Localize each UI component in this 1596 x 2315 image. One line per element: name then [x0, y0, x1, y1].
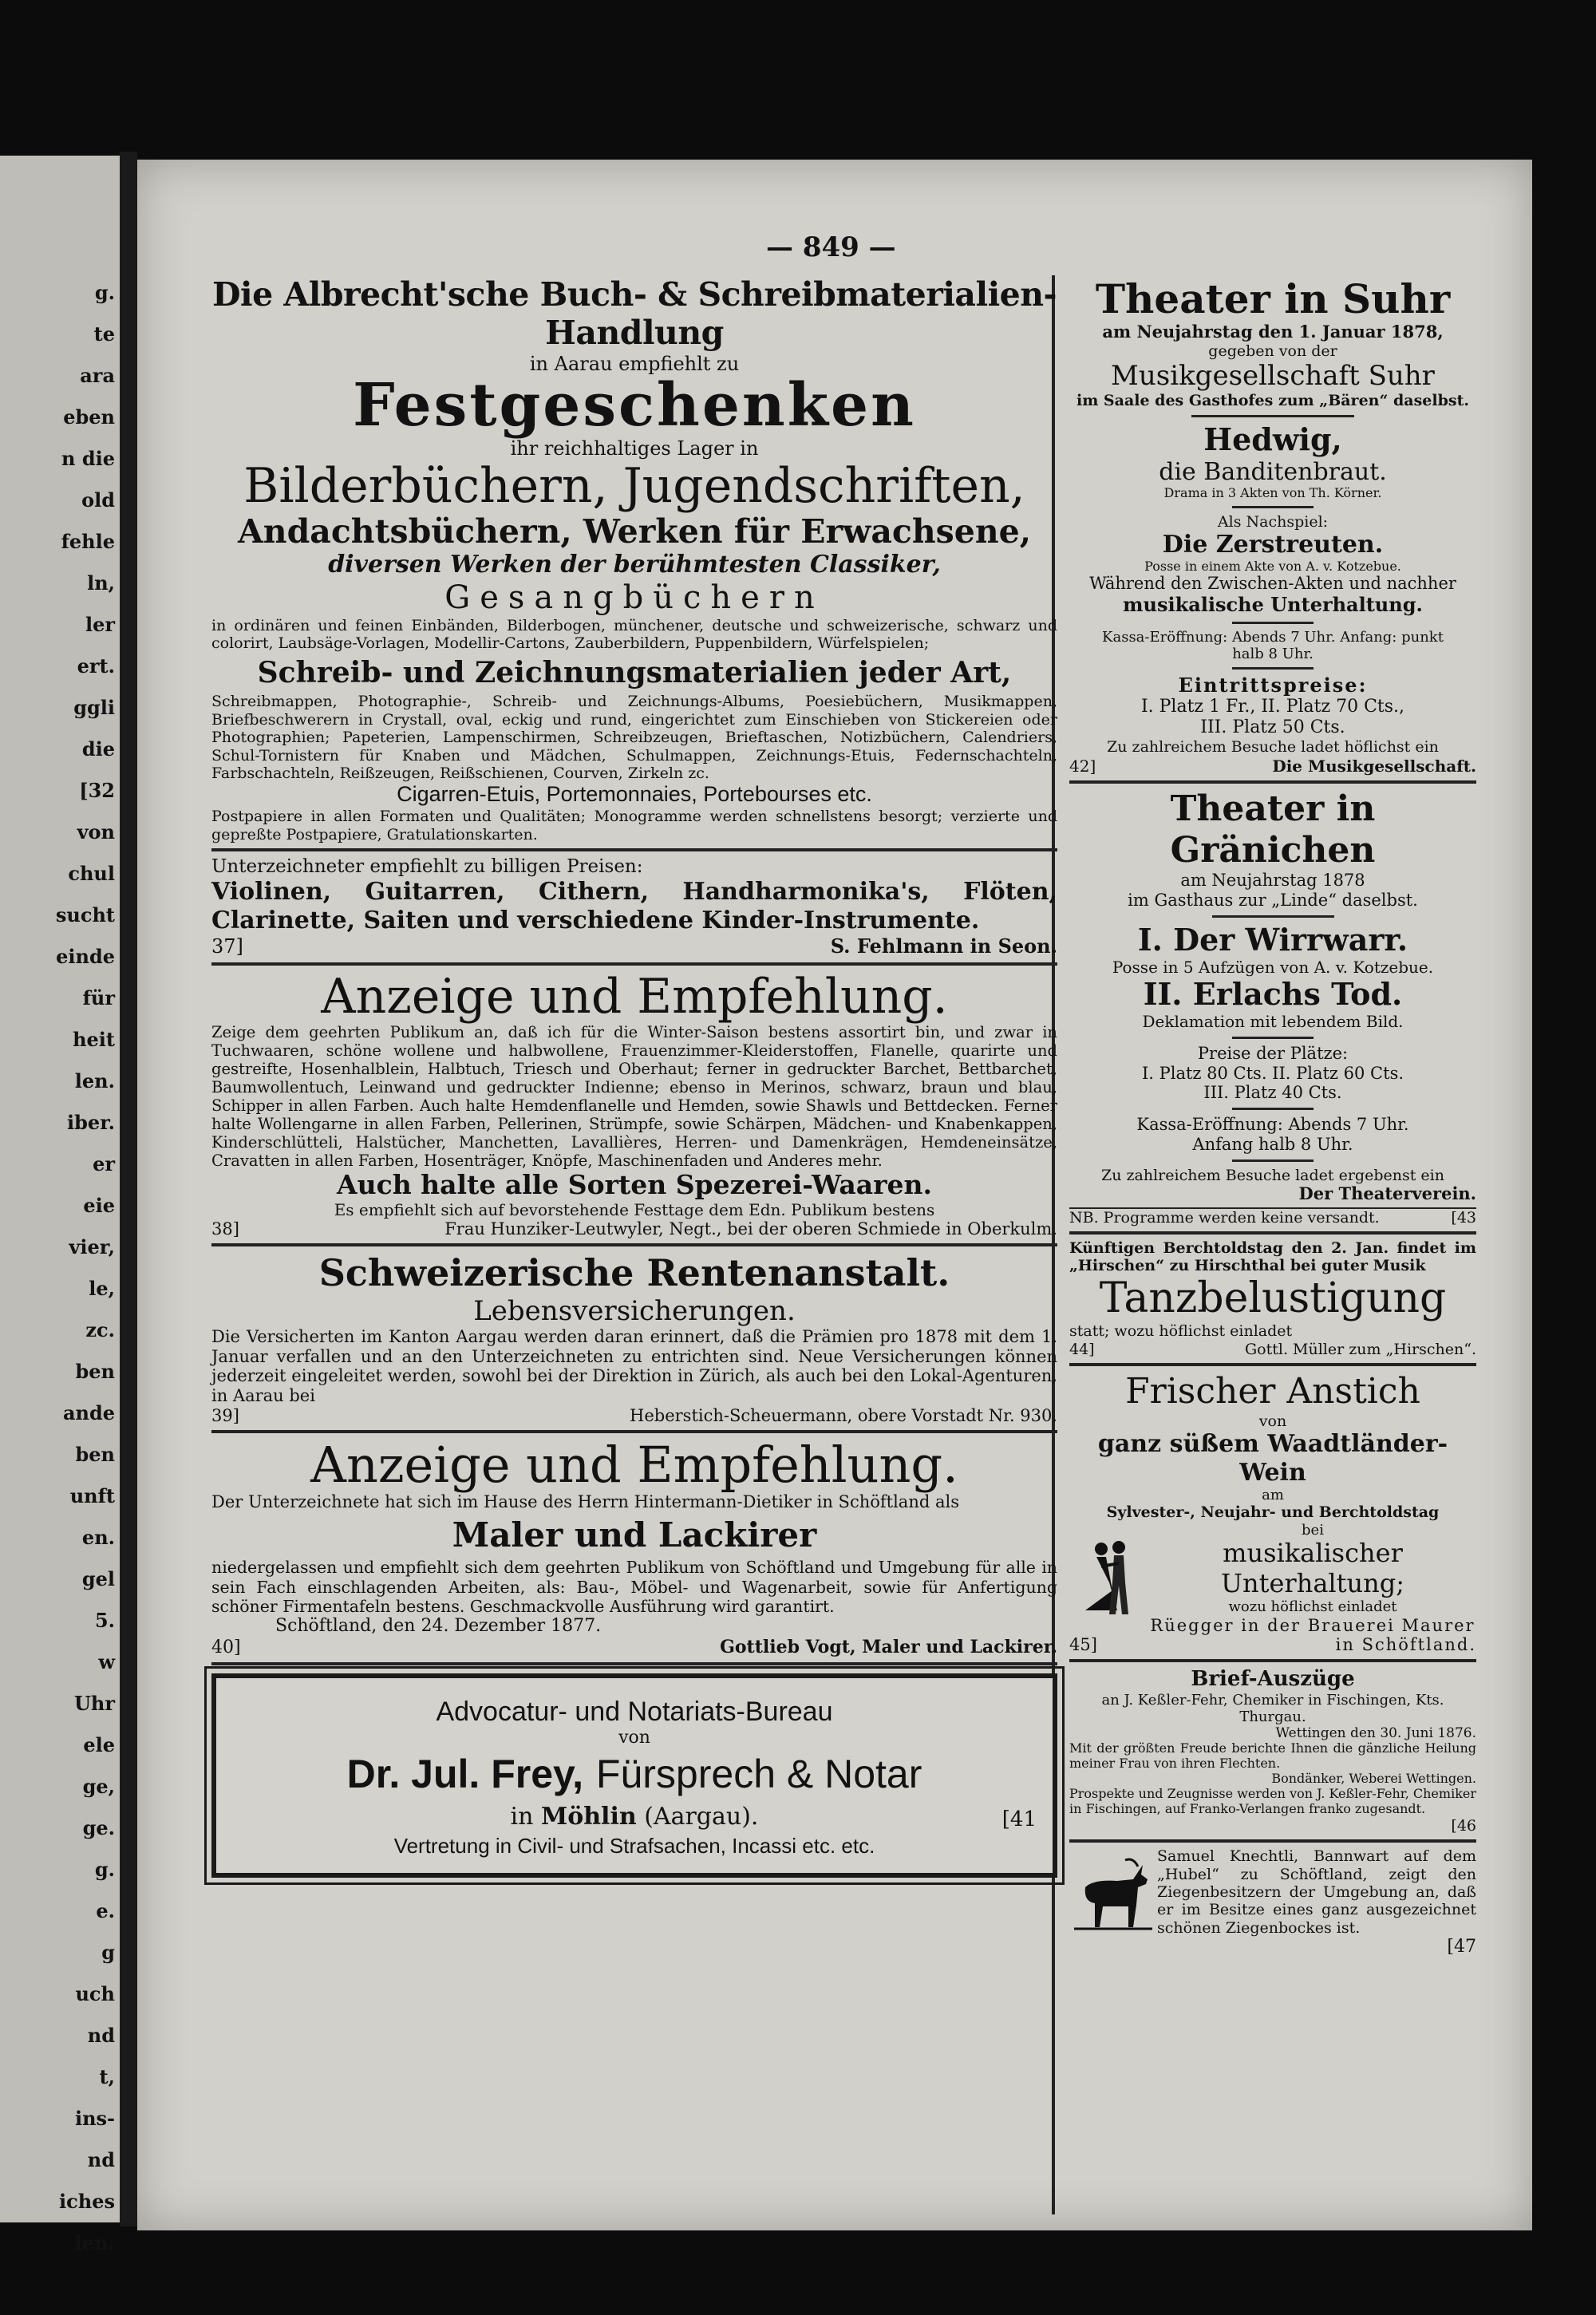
left-page-fragment: für — [82, 986, 115, 1009]
suhr-venue: im Saale des Gasthofes zum „Bären“ daselbst. — [1076, 392, 1469, 410]
albrecht-big1: Bilderbüchern, Jugendschriften, — [243, 458, 1025, 515]
left-page-fragment: ins- — [74, 2107, 115, 2130]
left-page-fragment: ler — [85, 613, 115, 636]
frey-place: Möhlin — [541, 1802, 637, 1831]
left-page-fragment: ln, — [87, 571, 115, 595]
frey-title: Fürsprech & Notar — [595, 1751, 922, 1796]
suhr-invite: Zu zahlreichem Besuche ladet höflichst ein — [1107, 738, 1439, 757]
anstich-am: am — [1262, 1486, 1284, 1503]
left-page-fragment: le, — [89, 1277, 115, 1300]
kessler-sig: Bondänker, Weberei Wettingen. — [1271, 1771, 1476, 1787]
left-page-fragment: ben — [75, 1443, 115, 1466]
suhr-prices-label: Eintrittspreise: — [1178, 674, 1368, 697]
anzeige2-trade: Maler und Lackirer — [452, 1515, 817, 1555]
divider — [1069, 1363, 1476, 1366]
albrecht-line4: ihr reichhaltiges Lager in — [510, 437, 759, 460]
left-page-fragment: eie — [83, 1194, 115, 1217]
suhr-interlude: Während den Zwischen-Akten und nachher — [1089, 574, 1456, 594]
divider — [1232, 622, 1314, 624]
left-page-fragment: g — [101, 1941, 115, 1964]
albrecht-big2: Andachtsbüchern, Werken für Erwachsene, — [237, 512, 1032, 551]
frey-line2: von — [618, 1728, 650, 1748]
tanz-signature: Gottl. Müller zum „Hirschen“. — [1245, 1340, 1476, 1358]
fehlmann-signature: S. Fehlmann in Seon. — [830, 934, 1057, 958]
left-page-fragment: ggli — [73, 696, 115, 719]
albrecht-para1: in ordinären und feinen Einbänden, Bilderbogen, münchener, deutsche und schweizerische, schwarz und colorirt, Laubsäge-Vorlagen, Modellir-Cartons, Zauberbildern, Puppenbildern, Würfelspielen; — [211, 617, 1057, 653]
ad-number: 44] — [1069, 1340, 1095, 1358]
ad-number: [41 — [1001, 1807, 1037, 1831]
divider — [1069, 1839, 1476, 1843]
divider — [211, 848, 1057, 851]
graenichen-venue: im Gasthaus zur „Linde“ daselbst. — [1128, 891, 1418, 911]
divider — [211, 1662, 1057, 1665]
frey-place-in: in — [510, 1802, 534, 1831]
graenichen-play1-desc: Posse in 5 Aufzügen von A. v. Kotzebue. — [1112, 957, 1434, 977]
tanz-ad — [1069, 1239, 1476, 1358]
left-page-edge — [0, 156, 123, 2254]
anstich-wine: ganz süßem Waadtländer-Wein — [1097, 1430, 1448, 1487]
renten-title: Schweizerische Rentenanstalt. — [318, 1251, 950, 1295]
left-page-fragment: unft — [69, 1484, 115, 1507]
left-page-fragment: einde — [56, 945, 115, 968]
dancing-couple-icon — [1069, 1535, 1149, 1622]
divider — [1232, 506, 1314, 508]
left-page-fragment: w — [98, 1650, 115, 1673]
fehlmann-ad — [211, 856, 1057, 958]
divider — [211, 1430, 1057, 1433]
divider — [1232, 1037, 1314, 1039]
knechtli-body: Samuel Knechtli, Bannwart auf dem „Hubel“ zu Schöftland, zeigt den Ziegenbesitzern der Umgebung an, daß er im Besitze eines ganz ausgezeichnet schönen Ziegenbockes ist. — [1157, 1847, 1476, 1937]
divider — [1232, 667, 1314, 670]
albrecht-para3: Postpapiere in allen Formaten und Qualitäten; Monogramme werden schnellstens besorgt; verzierte und gepreßte Postpapiere, Gratulationskarten. — [211, 808, 1057, 843]
left-page-fragment: gel — [81, 1567, 115, 1590]
kessler-ad — [1069, 1667, 1476, 1835]
right-column — [1069, 275, 1476, 1957]
tanz-intro: Künftigen Berchtoldstag den 2. Jan. findet im „Hirschen“ zu Hirschthal bei guter Musik — [1069, 1238, 1476, 1275]
left-page-fragment: e. — [96, 1899, 115, 1922]
left-page-fragment: ben — [75, 1360, 115, 1383]
goat-icon — [1069, 1855, 1157, 1935]
left-page-fragment: ge, — [82, 1775, 115, 1798]
divider — [1069, 1231, 1476, 1235]
albrecht-sub: Schreib- und Zeichnungsmaterialien jeder Art, — [257, 655, 1012, 689]
frey-line1: Advocatur- und Notariats-Bureau — [436, 1696, 833, 1727]
tanz-invite: statt; wozu höflichst einladet — [1069, 1322, 1293, 1341]
anstich-days: Sylvester-, Neujahr- und Berchtoldstag — [1106, 1503, 1440, 1522]
left-page-fragment: ele — [83, 1733, 115, 1756]
anzeige1-title: Anzeige und Empfehlung. — [321, 968, 948, 1025]
left-page-fragment: ert. — [77, 654, 115, 678]
anstich-ad — [1069, 1371, 1476, 1654]
albrecht-para2: Schreibmappen, Photographie-, Schreib- und Zeichnungs-Albums, Poesiebüchern, Musikmappen, Briefbeschwerern in Crystall, oval, eckig und rund, eingerichtet zum Einschieben von Stickereien oder Photographien; Papeterien, Lampenschirmen, Schreibzeugen, Brieftaschen, Notizbüchern, Calendriers, Schul-Tornistern für Knaben und Mädchen, Schulmappen, Zeichnungs-Etuis, Federnschachteln, Farbschachteln, Reißzeugen, Reißschienen, Courven, Zirkeln zc. — [211, 693, 1057, 782]
frey-name: Dr. Jul. Frey, — [346, 1751, 584, 1796]
suhr-signature: Die Musikgesellschaft. — [1272, 756, 1476, 776]
graenichen-date: am Neujahrstag 1878 — [1180, 871, 1365, 891]
suhr-play-desc: Drama in 3 Akten von Th. Körner. — [1163, 484, 1382, 500]
albrecht-ad — [211, 275, 1057, 843]
frey-region: (Aargau). — [644, 1802, 759, 1831]
book-gutter — [120, 152, 137, 2226]
ad-number: 45] — [1069, 1635, 1097, 1655]
suhr-afterpiece-desc: Posse in einem Akte von A. v. Kotzebue. — [1144, 558, 1401, 574]
fehlmann-items: Violinen, Guitarren, Cithern, Handharmonika's, Flöten, Clarinette, Saiten und verschiedene Kinder-Instrumente. — [211, 878, 1057, 934]
left-page-fragment: fehle — [61, 530, 115, 553]
renten-ad — [211, 1251, 1057, 1424]
divider — [211, 962, 1057, 966]
graenichen-prices1: I. Platz 80 Cts. II. Platz 60 Cts. — [1141, 1063, 1404, 1083]
suhr-society: Musikgesellschaft Suhr — [1111, 360, 1435, 393]
left-page-fragment: [32 — [79, 779, 115, 802]
left-page-fragment: chul — [68, 862, 115, 885]
albrecht-cigars: Cigarren-Etuis, Portemonnaies, Portebourses etc. — [397, 782, 872, 807]
left-page-fragment: nd — [87, 2024, 115, 2047]
graenichen-play1: I. Der Wirrwarr. — [1137, 921, 1408, 958]
ad-number: 39] — [211, 1405, 239, 1425]
anzeige2-title: Anzeige und Empfehlung. — [310, 1435, 958, 1494]
theater-suhr-ad — [1069, 275, 1476, 776]
renten-subtitle: Lebensversicherungen. — [473, 1294, 796, 1327]
left-page-fragment: te — [93, 322, 115, 346]
knechtli-ad — [1069, 1847, 1476, 1957]
frey-ad-box — [211, 1673, 1057, 1878]
graenichen-start: Anfang halb 8 Uhr. — [1192, 1134, 1353, 1154]
anzeige1-body: Zeige dem geehrten Publikum an, daß ich für die Winter-Saison bestens assortirt bin, und zwar in Tuchwaaren, schöne wollene und halbwollene, Frauenzimmer-Kleiderstoffen, Flanelle, quarirte und gestreifte, Hosenhalblein, Halbtuch, Triesch und Oberhaut; ferner in gedruckter Barchet, Bettbarchet, Baumwollentuch, Leinwand und gedruckter Indienne; ebenso in Merinos, schwarz, braun und blau, Schipper in allen Farben. Auch halte Hemdenflanelle und Hemden, sowie Shawls und Bettdecken. Ferner halte Wollengarne in allen Farben, Pellerinen, Strümpfe, sowie Schärpen, Mädchen- und Knabenkappen, Kinderschlütteli, Halstücher, Manchetten, Lavallières, Herren- und Damenkrägen, Hemdeneinsätze, Cravatten in allen Farben, Hosenträger, Knöpfe, Maschinenfaden und Anderes mehr. — [211, 1022, 1057, 1170]
tanz-title: Tanzbelustigung — [1099, 1274, 1447, 1322]
left-page-fragment: g. — [94, 1858, 115, 1881]
left-page-fragment: ien. — [74, 2231, 115, 2254]
page-number: — 849 — — [766, 231, 896, 263]
anstich-place: in Schöftland. — [1335, 1635, 1476, 1655]
frey-services: Vertretung in Civil- und Strafsachen, Incassi etc. etc. — [393, 1833, 875, 1858]
left-page-fragment: 5. — [94, 1609, 115, 1632]
anzeige2-ad — [211, 1435, 1057, 1657]
kessler-date: Wettingen den 30. Juni 1876. — [1275, 1725, 1476, 1742]
left-page-fragment: uch — [75, 1982, 115, 2005]
graenichen-invite: Zu zahlreichem Besuche ladet ergebenst ein — [1101, 1166, 1444, 1184]
anzeige1-recommend: Es empfiehlt sich auf bevorstehende Festtage dem Edn. Publikum bestens — [334, 1199, 935, 1219]
anzeige2-dateline: Schöftland, den 24. Dezember 1877. — [275, 1615, 602, 1636]
anzeige2-signature: Gottlieb Vogt, Maler und Lackirer. — [720, 1636, 1057, 1657]
anzeige1-sub: Auch halte alle Sorten Spezerei-Waaren. — [337, 1168, 932, 1200]
graenichen-signature: Der Theaterverein. — [1298, 1183, 1476, 1204]
suhr-title: Theater in Suhr — [1095, 275, 1451, 322]
suhr-interlude2: musikalische Unterhaltung. — [1123, 593, 1423, 617]
suhr-afterpiece-label: Als Nachspiel: — [1217, 512, 1329, 531]
suhr-afterpiece: Die Zerstreuten. — [1162, 531, 1384, 559]
kessler-body: Mit der größten Freude berichte Ihnen die gänzliche Heilung meiner Frau von ihren Flechten. — [1069, 1740, 1476, 1772]
albrecht-big4: Gesangbüchern — [444, 579, 824, 616]
divider — [1212, 915, 1334, 918]
graenichen-title: Theater in Gränichen — [1170, 788, 1376, 871]
ad-number: 37] — [211, 934, 243, 958]
suhr-given: gegeben von der — [1208, 342, 1337, 360]
suhr-prices1: I. Platz 1 Fr., II. Platz 70 Cts., — [1140, 697, 1405, 717]
divider — [1191, 415, 1354, 417]
graenichen-nb: NB. Programme werden keine versandt. — [1069, 1208, 1380, 1227]
left-page-fragment: ge. — [82, 1816, 115, 1839]
ad-number: 42] — [1069, 756, 1096, 776]
left-page-fragment: ande — [62, 1401, 115, 1424]
anstich-bei: bei — [1302, 1521, 1324, 1539]
divider — [1232, 1159, 1314, 1162]
ad-number: 40] — [211, 1637, 241, 1657]
left-page-fragment: die — [81, 737, 115, 760]
left-page-fragment: g. — [94, 281, 115, 304]
left-page-fragment: heit — [73, 1028, 115, 1051]
graenichen-play2-desc: Deklamation mit lebendem Bild. — [1142, 1012, 1404, 1032]
anzeige1-ad — [211, 970, 1057, 1239]
divider — [1069, 780, 1476, 784]
anstich-music: musikalischer Unterhaltung; — [1221, 1537, 1404, 1598]
left-page-fragment: nd — [87, 2148, 115, 2171]
left-page-fragment: n die — [61, 447, 115, 470]
divider — [211, 1243, 1057, 1246]
suhr-play: Hedwig, — [1203, 421, 1342, 457]
left-page-fragment: ara — [80, 364, 115, 387]
anzeige2-intro: Der Unterzeichnete hat sich im Hause des Herrn Hintermann-Dietiker in Schöftland als — [211, 1492, 959, 1512]
anstich-host: Rüegger in der Brauerei Maurer — [1150, 1615, 1476, 1635]
graenichen-play2: II. Erlachs Tod. — [1143, 976, 1403, 1013]
left-column — [211, 275, 1057, 1878]
ad-number: [43 — [1451, 1208, 1476, 1227]
albrecht-big3: diversen Werken der berühmtesten Classiker, — [328, 551, 941, 579]
kessler-line2: an J. Keßler-Fehr, Chemiker in Fischingen, Kts. Thurgau. — [1101, 1691, 1444, 1726]
anzeige1-signature: Frau Hunziker-Leutwyler, Negt., bei der oberen Schmiede in Oberkulm. — [444, 1219, 1057, 1239]
kessler-title: Brief-Auszüge — [1191, 1667, 1355, 1692]
anstich-von: von — [1258, 1412, 1287, 1430]
albrecht-headline: Festgeschenken — [353, 371, 916, 440]
left-page-fragment: er — [93, 1152, 115, 1175]
divider — [1232, 1108, 1314, 1110]
left-page-fragment: eben — [63, 405, 115, 429]
left-page-fragment: len. — [74, 1069, 115, 1092]
renten-signature: Heberstich-Scheuermann, obere Vorstadt Nr. 930. — [630, 1405, 1057, 1425]
left-page-fragment: sucht — [55, 903, 115, 926]
suhr-date: am Neujahrstag den 1. Januar 1878, — [1102, 322, 1444, 342]
renten-body: Die Versicherten im Kanton Aargau werden daran erinnert, daß die Prämien pro 1878 mit dem 1. Januar verfallen und an den Unterzeichneten zu entrichten sind. Neue Versicherungen können jederzeit eingeleitet werden, sowohl bei der Direktion in Zürich, als auch bei den Lokal-Agenturen, in Aarau bei — [211, 1326, 1057, 1406]
albrecht-line2: in Aarau empfiehlt zu — [529, 352, 740, 375]
anstich-invite: wozu höflichst einladet — [1228, 1598, 1397, 1616]
divider — [1069, 1659, 1476, 1662]
anstich-title: Frischer Anstich — [1125, 1370, 1420, 1412]
left-page-fragment: Uhr — [73, 1692, 115, 1715]
ad-number: [47 — [1447, 1937, 1476, 1957]
graenichen-prices-label: Preise der Plätze: — [1197, 1043, 1349, 1063]
suhr-prices2: III. Platz 50 Cts. — [1200, 717, 1345, 738]
ad-number: [46 — [1451, 1816, 1476, 1835]
left-page-fragment: iches — [59, 2190, 115, 2213]
graenichen-prices2: III. Platz 40 Cts. — [1203, 1083, 1342, 1103]
theater-graenichen-ad — [1069, 788, 1476, 1227]
graenichen-kassa: Kassa-Eröffnung: Abends 7 Uhr. — [1136, 1115, 1409, 1135]
left-page-fragment: t, — [99, 2065, 115, 2088]
left-page-fragment: iber. — [67, 1111, 115, 1134]
suhr-play-sub: die Banditenbraut. — [1159, 457, 1387, 486]
left-page-fragment: vier, — [69, 1235, 115, 1258]
fehlmann-intro: Unterzeichneter empfiehlt zu billigen Preisen: — [211, 856, 643, 877]
ad-number: 38] — [211, 1219, 239, 1239]
kessler-footer: Prospekte und Zeugnisse werden von J. Keßler-Fehr, Chemiker in Fischingen, auf Franko-Verlangen franko zugesandt. — [1069, 1786, 1476, 1816]
left-page-fragment: old — [81, 488, 115, 512]
albrecht-title: Die Albrecht'sche Buch- & Schreibmaterialien-Handlung — [211, 275, 1057, 353]
anzeige2-body: niedergelassen und empfiehlt sich dem geehrten Publikum von Schöftland und Umgebung für alle in sein Fach einschlagenden Arbeiten, als: Bau-, Möbel- und Wagenarbeit, sowie für Anfertigung schöner Firmentafeln bestens. Geschmackvolle Ausführung wird garantirt. — [211, 1558, 1057, 1616]
left-page-fragment: von — [77, 820, 115, 843]
left-page-fragment: zc. — [85, 1318, 115, 1341]
suhr-times: Kassa-Eröffnung: Abends 7 Uhr. Anfang: punkt halb 8 Uhr. — [1102, 628, 1444, 662]
left-page-fragment: en. — [81, 1526, 115, 1549]
